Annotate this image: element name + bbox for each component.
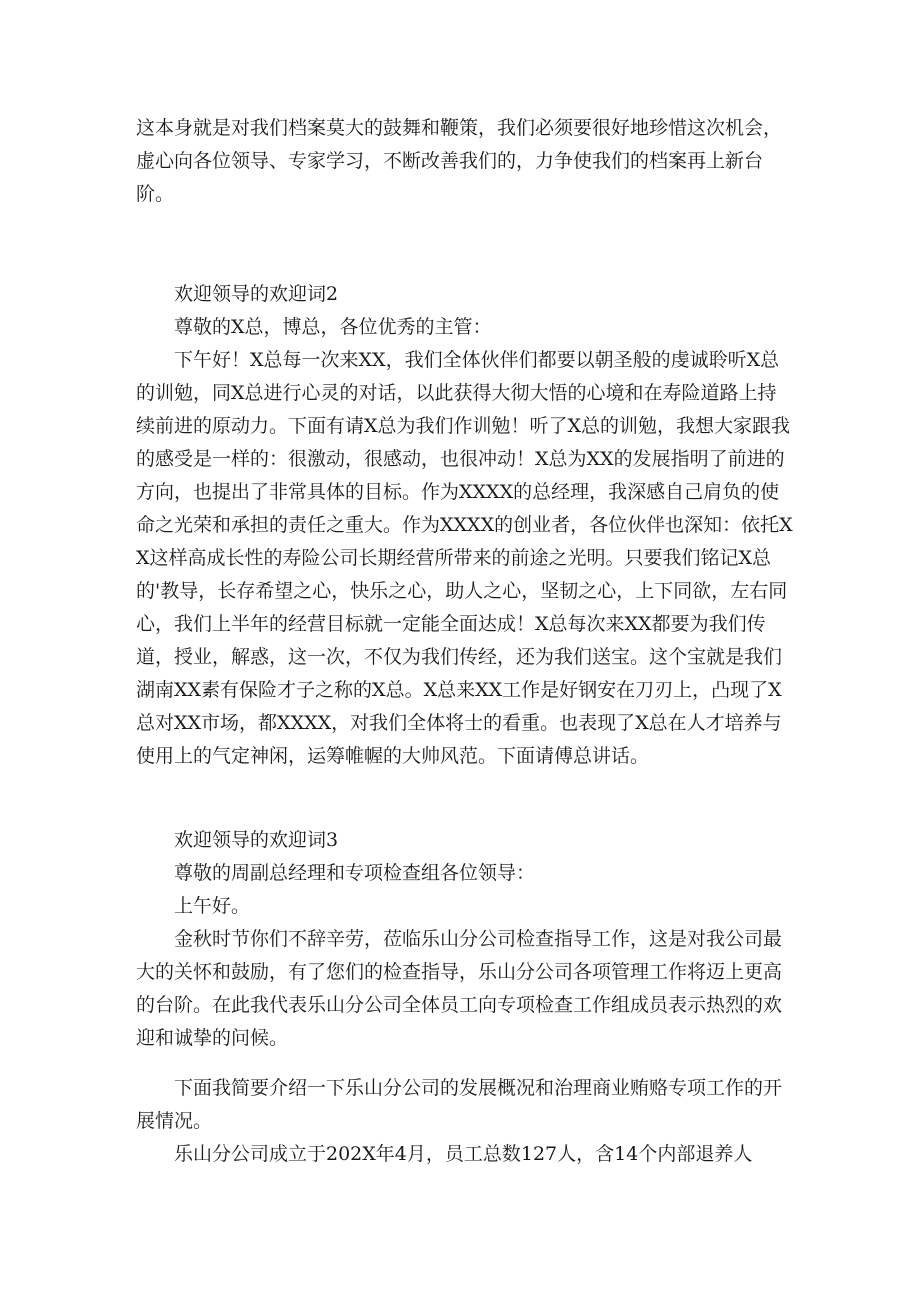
greeting-3: 上午好。 xyxy=(174,895,251,917)
salutation-3: 尊敬的周副总经理和专项检查组各位领导： xyxy=(174,862,536,884)
paragraph-overview-intro: 下面我简要介绍一下乐山分公司的发展概况和治理商业贿赂专项工作的开展情况。 xyxy=(136,1077,783,1132)
paragraph-welcome-3: 金秋时节你们不辞辛劳，莅临乐山分公司检查指导工作，这是对我公司最大的关怀和鼓励，有了您们的检查指导，乐山分公司各项管理工作将迈上更高的台阶。在此我代表乐山分公司全体员工向专项检查工作组成员表示热烈的欢迎和诚挚的问候。 xyxy=(136,928,783,1049)
paragraph-intro: 这本身就是对我们档案莫大的鼓舞和鞭策，我们必须要很好地珍惜这次机会，虚心向各位领导、专家学习，不断改善我们的，力争使我们的档案再上新台阶。 xyxy=(136,117,783,205)
paragraph-company-info: 乐山分公司成立于202X年4月，员工总数127人，含14个内部退养人 xyxy=(174,1143,753,1165)
section-heading-3: 欢迎领导的欢迎词3 xyxy=(174,829,339,851)
paragraph-welcome-2: 下午好！X总每一次来XX，我们全体伙伴们都要以朝圣般的虔诚聆听X总的训勉，同X总进行心灵的对话，以此获得大彻大悟的心境和在寿险道路上持续前进的原动力。下面有请X总为我们作训勉！听了X总的训勉，我想大家跟我的感受是一样的：很激动，很感动，也很冲动！X总为XX的发展指明了前进的方向，也提出了非常具体的目标。作为XXXX的总经理，我深感自己肩负的使命之光荣和承担的责任之重大。作为XXXX的创业者，各位伙伴也深知：依托XX这样高成长性的寿险公司长期经营所带来的前途之光明。只要我们铭记X总的'教导，长存希望之心，快乐之心，助人之心，坚韧之心，上下同欲，左右同心，我们上半年的经营目标就一定能全面达成！X总每次来XX都要为我们传道，授业，解惑，这一次，不仅为我们传经，还为我们送宝。这个宝就是我们湖南XX素有保险才子之称的X总。X总来XX工作是好钢安在刀刃上，凸现了X总对XX市场，都XXXX，对我们全体将士的看重。也表现了X总在人才培养与使用上的气定神闲，运筹帷幄的大帅风范。下面请傅总讲话。 xyxy=(136,349,793,767)
section-heading-2: 欢迎领导的欢迎词2 xyxy=(174,283,339,305)
salutation-2: 尊敬的X总，博总，各位优秀的主管： xyxy=(174,316,492,338)
